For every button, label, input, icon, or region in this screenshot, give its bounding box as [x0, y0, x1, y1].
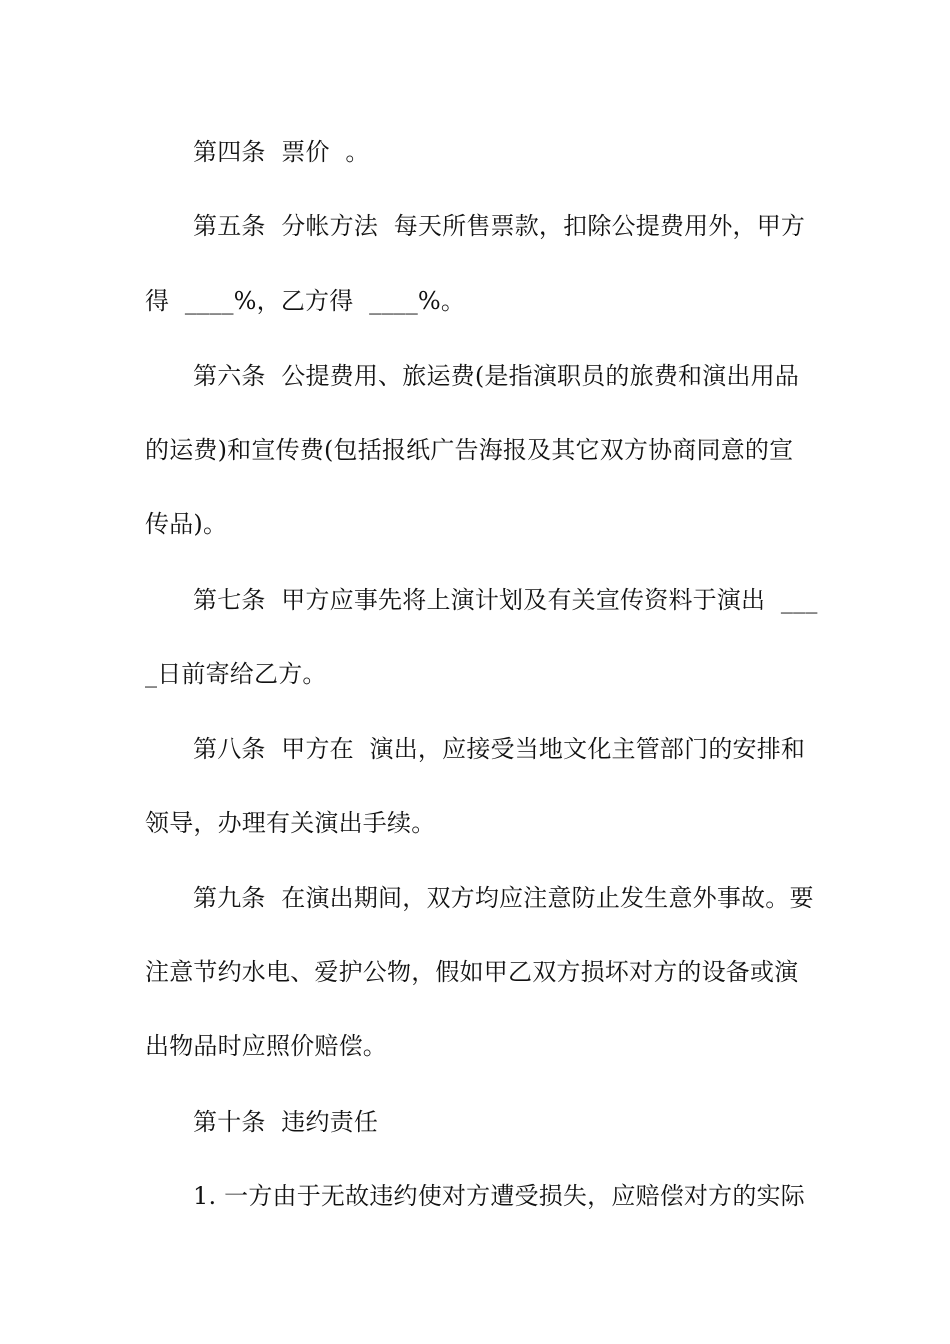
article-7-line-2: _日前寄给乙方。: [145, 660, 327, 688]
article-10-item-1-line-1: 1. 一方由于无故违约使对方遭受损失，应赔偿对方的实际: [193, 1182, 805, 1210]
article-6-line-2: 的运费)和宣传费(包括报纸广告海报及其它双方协商同意的宣: [145, 436, 794, 464]
article-9-line-2: 注意节约水电、爱护公物，假如甲乙双方损坏对方的设备或演: [145, 958, 799, 986]
article-9-line-1: 第九条 在演出期间，双方均应注意防止发生意外事故。要: [193, 884, 814, 912]
article-8-line-1: 第八条 甲方在 演出，应接受当地文化主管部门的安排和: [193, 735, 806, 763]
article-5-line-1: 第五条 分帐方法 每天所售票款，扣除公提费用外，甲方: [193, 212, 806, 240]
article-6-line-3: 传品)。: [145, 510, 228, 538]
article-6-line-1: 第六条 公提费用、旅运费(是指演职员的旅费和演出用品: [193, 362, 800, 390]
article-5-line-2: 得 ____%，乙方得 ____%。: [145, 287, 466, 315]
article-10-heading: 第十条 违约责任: [193, 1108, 379, 1136]
article-9-line-3: 出物品时应照价赔偿。: [145, 1032, 387, 1060]
article-7-line-1: 第七条 甲方应事先将上演计划及有关宣传资料于演出 ___: [193, 586, 818, 614]
article-4-line-1: 第四条 票价 。: [193, 138, 370, 166]
article-8-line-2: 领导，办理有关演出手续。: [145, 809, 436, 837]
